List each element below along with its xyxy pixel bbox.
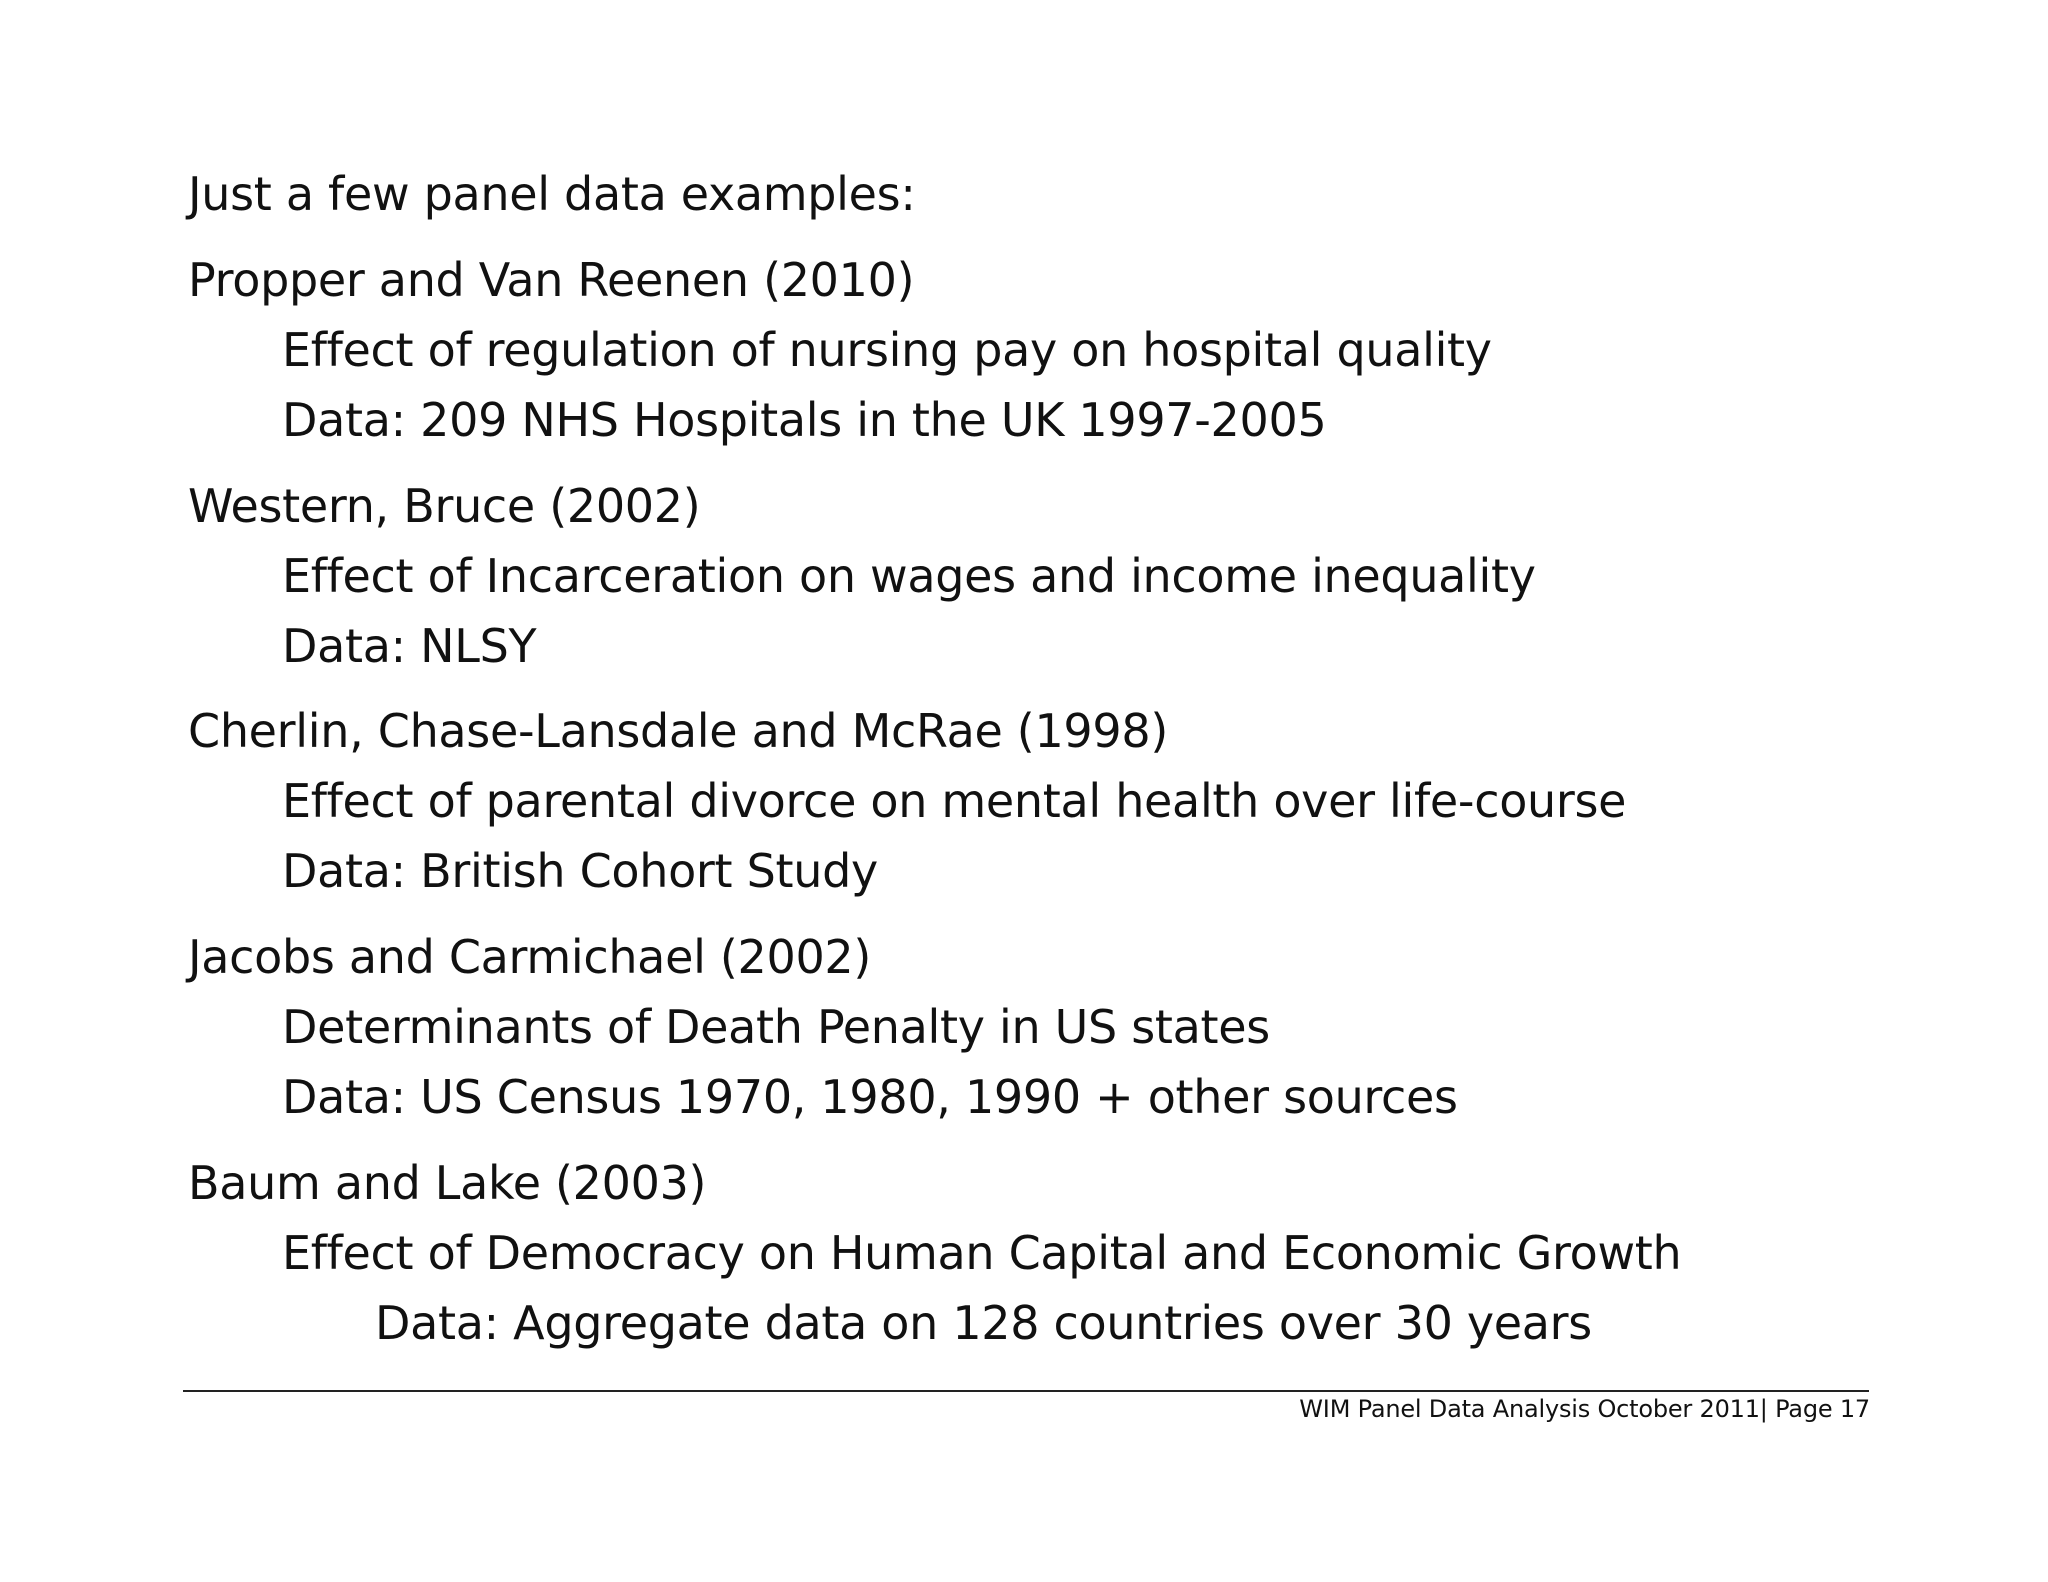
study-data-source: Data: US Census 1970, 1980, 1990 + other sources [282, 1070, 1458, 1124]
study-topic: Effect of parental divorce on mental health over life-course [282, 774, 1627, 828]
study-data-source: Data: 209 NHS Hospitals in the UK 1997-2005 [282, 393, 1327, 447]
study-data-source: Data: Aggregate data on 128 countries over 30 years [375, 1296, 1592, 1350]
footer-divider [183, 1390, 1869, 1392]
page-footer: WIM Panel Data Analysis October 2011| Page 17 [1299, 1395, 1870, 1423]
study-citation: Jacobs and Carmichael (2002) [188, 930, 872, 984]
study-topic: Effect of regulation of nursing pay on hospital quality [282, 323, 1492, 377]
intro-text: Just a few panel data examples: [188, 167, 916, 221]
study-citation: Cherlin, Chase-Lansdale and McRae (1998) [188, 704, 1168, 758]
study-data-source: Data: British Cohort Study [282, 844, 878, 898]
study-topic: Determinants of Death Penalty in US states [282, 1000, 1270, 1054]
study-topic: Effect of Incarceration on wages and income inequality [282, 549, 1536, 603]
study-citation: Western, Bruce (2002) [188, 479, 701, 533]
study-topic: Effect of Democracy on Human Capital and Economic Growth [282, 1226, 1682, 1280]
study-data-source: Data: NLSY [282, 619, 537, 673]
study-citation: Baum and Lake (2003) [188, 1156, 707, 1210]
study-citation: Propper and Van Reenen (2010) [188, 253, 915, 307]
